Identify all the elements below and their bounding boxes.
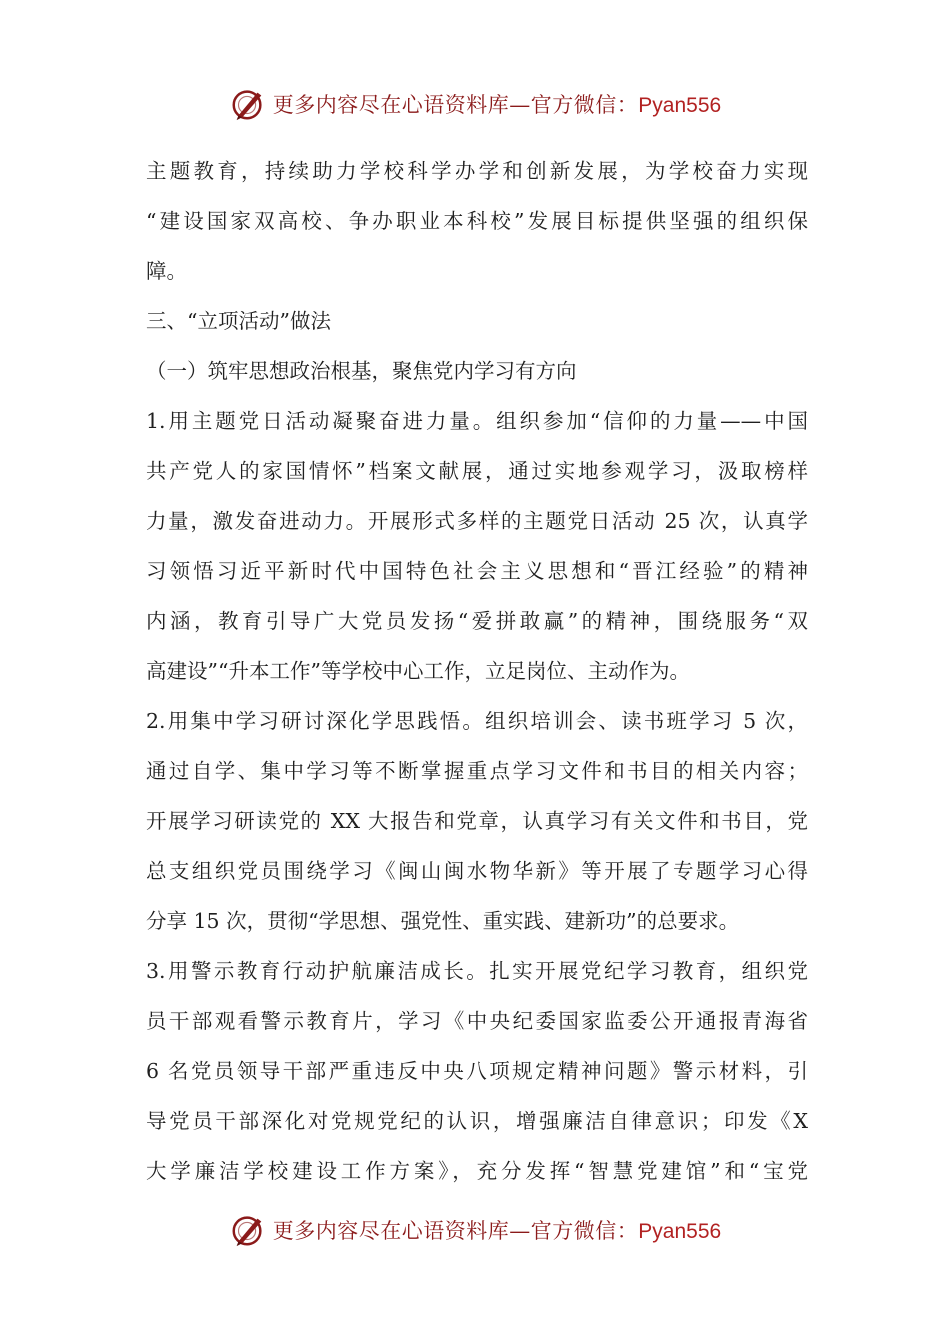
text-line: 1.用主题党日活动凝聚奋进力量。组织参加“信仰的力量——中国 (146, 409, 808, 433)
pen-circle-logo-icon (229, 1211, 267, 1249)
text-line: 2.用集中学习研讨深化学思践悟。组织培训会、读书班学习 5 次， (146, 709, 808, 733)
watermark-text: 更多内容尽在心语资料库—官方微信：Pyan556 (272, 93, 722, 117)
text-line: 大学廉洁学校建设工作方案》，充分发挥“智慧党建馆”和“宝党 (146, 1159, 808, 1183)
text-line: 导党员干部深化对党规党纪的认识，增强廉洁自律意识；印发《X (146, 1109, 808, 1133)
wechat-id: Pyan556 (638, 1220, 722, 1243)
text-line: 力量，激发奋进动力。开展形式多样的主题党日活动 25 次，认真学 (146, 509, 808, 533)
watermark-banner-bottom (0, 1210, 950, 1250)
section-heading: 三、“立项活动”做法 (146, 309, 331, 333)
text-line: 障。 (146, 259, 187, 283)
text-line: 6 名党员领导干部严重违反中央八项规定精神问题》警示材料，引 (146, 1059, 808, 1083)
watermark-banner-top (0, 84, 950, 124)
text-line: 通过自学、集中学习等不断掌握重点学习文件和书目的相关内容； (146, 759, 808, 783)
text-line: 员干部观看警示教育片，学习《中央纪委国家监委公开通报青海省 (146, 1009, 808, 1033)
text-line: 习领悟习近平新时代中国特色社会主义思想和“晋江经验”的精神 (146, 559, 808, 583)
document-body (146, 146, 808, 1196)
watermark-text: 更多内容尽在心语资料库—官方微信：Pyan556 (272, 1219, 722, 1243)
text-line: 开展学习研读党的 XX 大报告和党章，认真学习有关文件和书目，党 (146, 809, 808, 833)
text-line: 分享 15 次，贯彻“学思想、强党性、重实践、建新功”的总要求。 (146, 909, 740, 933)
text-line: 内涵，教育引导广大党员发扬“爱拼敢赢”的精神，围绕服务“双 (146, 609, 808, 633)
text-line: 3.用警示教育行动护航廉洁成长。扎实开展党纪学习教育，组织党 (146, 959, 808, 983)
wechat-id: Pyan556 (638, 94, 722, 117)
text-line: 主题教育，持续助力学校科学办学和创新发展，为学校奋力实现 (146, 159, 808, 183)
text-line: 共产党人的家国情怀”档案文献展，通过实地参观学习，汲取榜样 (146, 459, 808, 483)
subsection-heading: （一）筑牢思想政治根基，聚焦党内学习有方向 (146, 359, 577, 383)
pen-circle-logo-icon (229, 85, 267, 123)
text-line: “建设国家双高校、争办职业本科校”发展目标提供坚强的组织保 (146, 209, 808, 233)
text-line: 高建设”“升本工作”等学校中心工作，立足岗位、主动作为。 (146, 659, 690, 683)
text-line: 总支组织党员围绕学习《闽山闽水物华新》等开展了专题学习心得 (146, 859, 808, 883)
